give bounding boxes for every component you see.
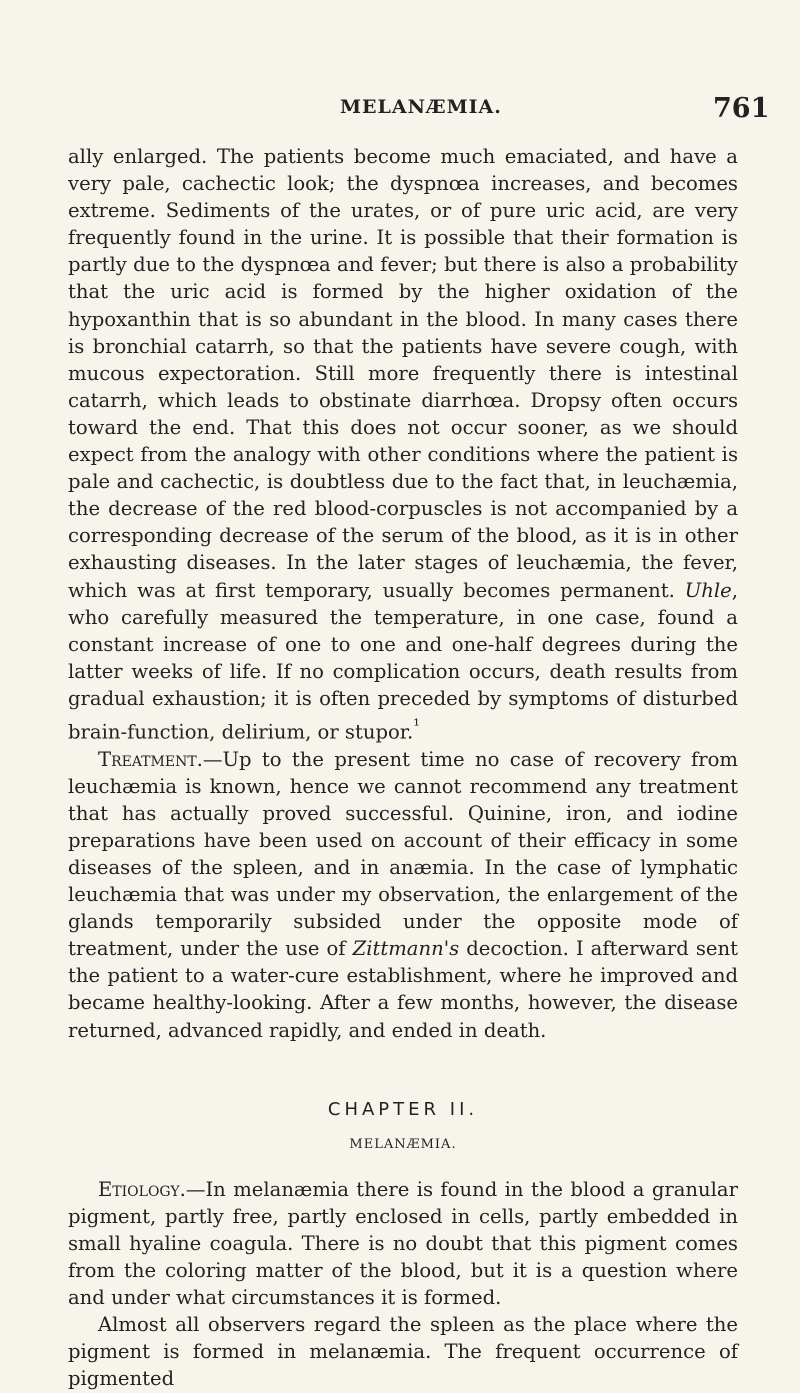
section-heading-treatment: Treatment. bbox=[98, 747, 203, 771]
author-name-uhle: Uhle bbox=[684, 578, 732, 602]
section-heading-etiology: Etiology. bbox=[98, 1177, 186, 1201]
running-title: MELANÆMIA. bbox=[340, 96, 502, 118]
paragraph-spleen: Almost all observers regard the spleen as the place where the pigment is formed in melanæmia. The frequent occurrence of pigmented bbox=[68, 1313, 738, 1391]
paragraph-text: ally enlarged. The patients become much emaciated, and have a very pale, cachectic look; the dyspnœa increases, and becomes extreme. Sediments of the urates, or of pure uric acid, are very frequently found in the urine. It is possible that their formation is partly due to the dyspnœa and fever; but there is also a probability that the uric acid is formed by the higher oxidation of the hypoxanthin that is so abundant in the blood. In many cases there is bronchial catarrh, so that the patients have severe cough, with mucous expectoration. Still more frequently there is intestinal catarrh, which leads to obstinate diarrhœa. Dropsy often occurs toward the end. That this does not occur sooner, as we should expect from the analogy with other conditions where the patient is pale and cachectic, is doubtless due to the fact that, in leuchæmia, the decrease of the red blood-corpuscles is not accompanied by a corresponding decrease of the serum of the blood, as it is in other exhausting diseases. In the later stages of leuchæmia, the fever, which was at first temporary, usually becomes permanent. bbox=[68, 145, 738, 602]
author-name-zittmann: Zittmann's bbox=[352, 937, 460, 961]
running-head bbox=[0, 0, 800, 150]
page-number: 761 bbox=[713, 93, 770, 124]
page-body bbox=[68, 143, 738, 1393]
chapter-subtitle: MELANÆMIA. bbox=[349, 1136, 457, 1152]
paragraph-text: decoction. I afterward sent the patient to a water-cure establishment, where he improved and became healthy-looking. After a few months, however, the disease returned, advanced rapidly, and ended in death. bbox=[68, 937, 738, 1042]
paragraph-text: —Up to the present time no case of recovery from leuchæmia is known, hence we cannot recommend any treatment that has actually proved successful. Quinine, iron, and iodine preparations have been used on account of their efficacy in some diseases of the spleen, and in anæmia. In the case of lymphatic leuchæmia that was under my observation, the enlargement of the glands temporarily subsided under the opposite mode of treatment, under the use of bbox=[68, 747, 738, 961]
paragraph-etiology bbox=[68, 1176, 738, 1311]
footnote-marker: ¹ bbox=[413, 715, 420, 735]
paragraph-treatment bbox=[68, 746, 738, 1044]
paragraph-symptoms bbox=[68, 143, 738, 746]
paragraph-text: , who carefully measured the temperature, in one case, found a constant increase of one to one and one-half degrees during the latter weeks of life. If no complication occurs, death results from gradual exhaustion; it is often preceded by symptoms of disturbed brain-function, delirium, or stupor. bbox=[68, 578, 738, 744]
chapter-heading: CHAPTER II. bbox=[327, 1098, 479, 1120]
paragraph-text: —In melanæmia there is found in the blood a granular pigment, partly free, partly enclosed in cells, partly embedded in small hyaline coagula. There is no doubt that this pigment comes from the coloring matter of the blood, but it is a question where and under what circumstances it is formed. bbox=[68, 1177, 738, 1310]
